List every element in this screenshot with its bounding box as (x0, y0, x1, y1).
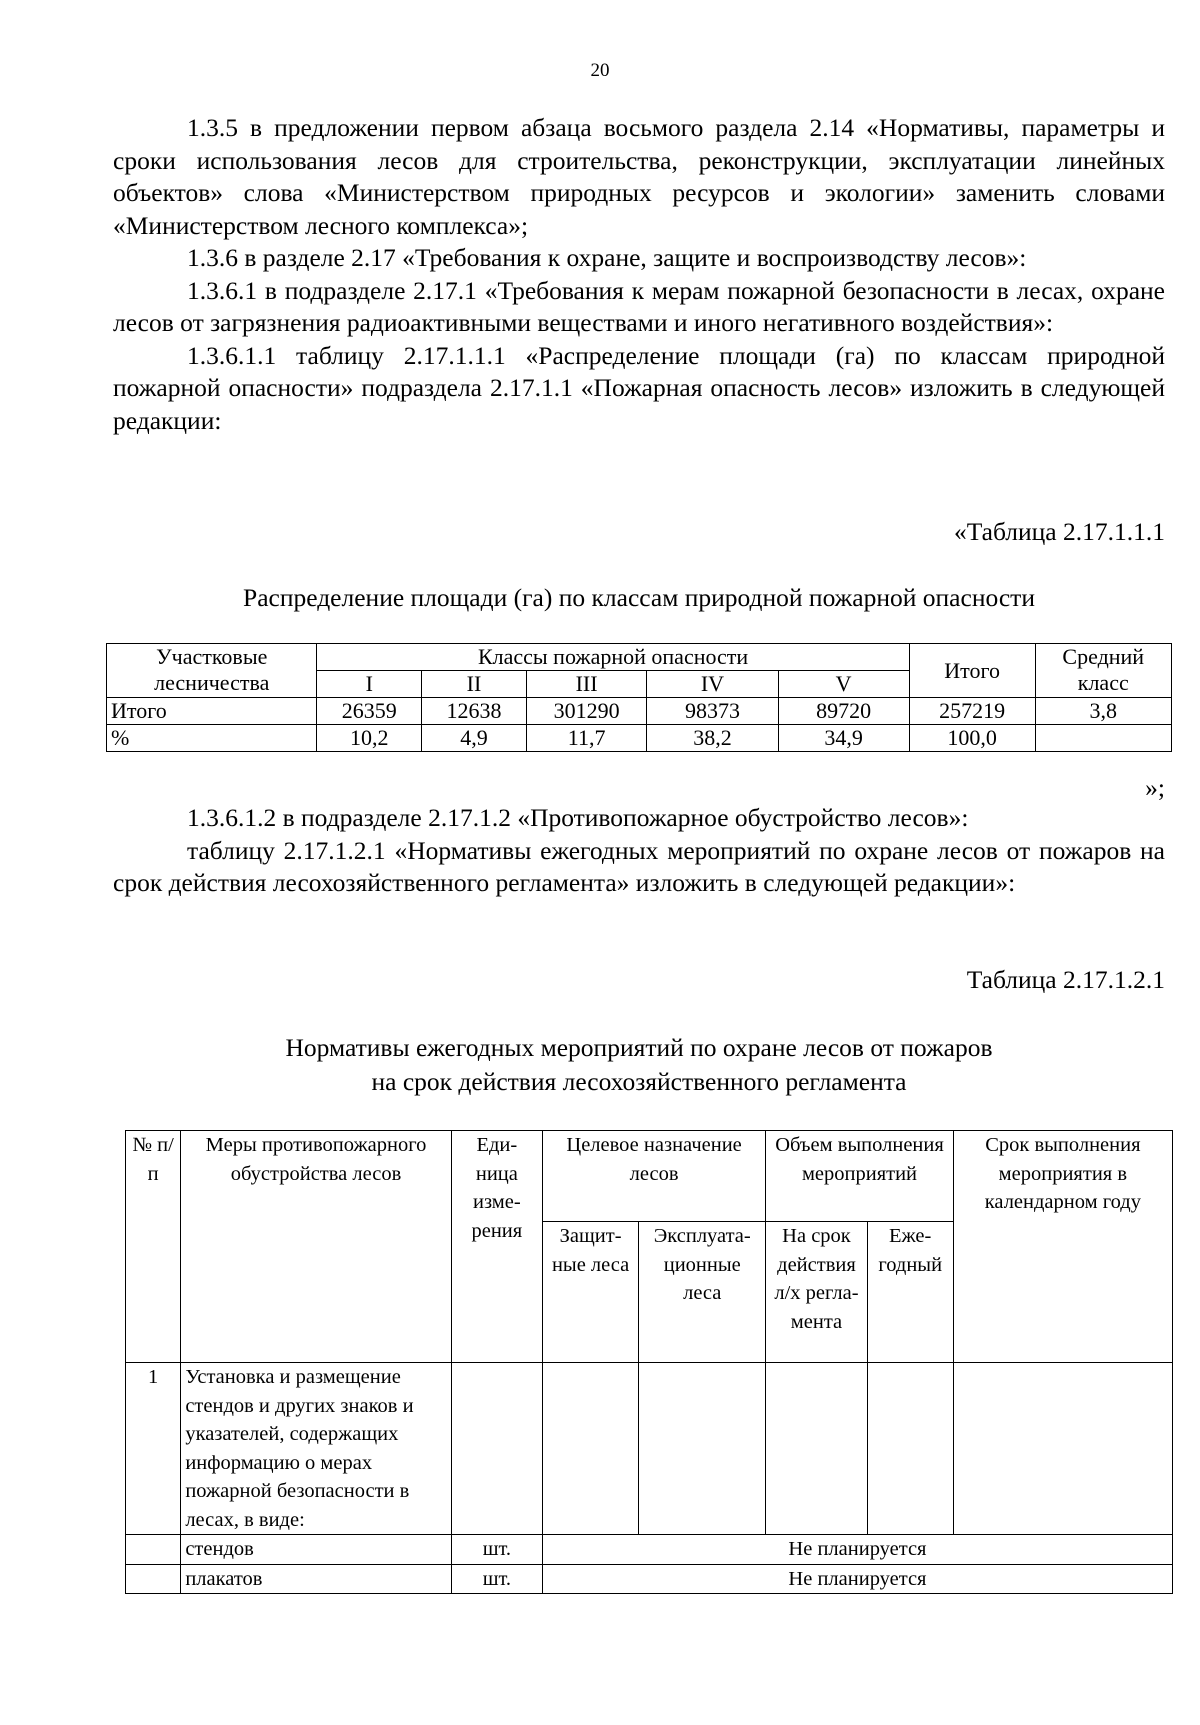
cell-value: 12638 (422, 698, 527, 725)
class-iv: IV (647, 671, 778, 698)
empty-cell (867, 1363, 953, 1535)
header-district: Участковые лесничества (107, 644, 317, 698)
row-label: Итого (107, 698, 317, 725)
row-note: Не планируется (542, 1535, 1172, 1565)
cell-total: 100,0 (909, 725, 1035, 752)
table2-title-line1: Нормативы ежегодных мероприятий по охране лесов от пожаров (285, 1033, 993, 1062)
row-measure: плакатов (181, 1564, 451, 1594)
row-label: % (107, 725, 317, 752)
cell-value: 26359 (317, 698, 422, 725)
cell-value: 301290 (526, 698, 647, 725)
empty-cell (639, 1363, 766, 1535)
header-measures: Меры противопожарного обустройства лесов (181, 1131, 451, 1363)
paragraph-1-3-6-1-2: 1.3.6.1.2 в подразделе 2.17.1.2 «Противопожарное обустройство лесов»: (187, 803, 969, 832)
table-row (126, 1535, 1173, 1565)
paragraph-1-3-6-1-1: 1.3.6.1.1 таблицу 2.17.1.1.1 «Распределение площади (га) по классам природной пожарной опасности» подраздела 2.17.1.1 «Пожарная опасность лесов» изложить в следующей редакции: (113, 340, 1165, 435)
header-volume: Объем выполнения мероприятий (766, 1131, 953, 1222)
header-regulation-period: На срок действия л/х регла-мента (766, 1222, 867, 1363)
table-row (107, 698, 1172, 725)
cell-total: 257219 (909, 698, 1035, 725)
header-number: № п/п (126, 1131, 181, 1363)
cell-value: 11,7 (526, 725, 647, 752)
row-unit: шт. (451, 1564, 542, 1594)
empty-cell (126, 1564, 181, 1594)
table1-closing-quote: »; (1145, 773, 1165, 802)
header-exploitation-forests: Эксплуата-ционные леса (639, 1222, 766, 1363)
text-block-1 (113, 112, 1165, 437)
paragraph-table-2-17-1-2-1: таблицу 2.17.1.2.1 «Нормативы ежегодных мероприятий по охране лесов от пожаров на срок действия лесохозяйственного регламента» изложить в следующей редакции»: (113, 835, 1165, 897)
empty-cell (953, 1363, 1172, 1535)
class-v: V (778, 671, 909, 698)
header-avg-class: Средний класс (1035, 644, 1171, 698)
empty-cell (766, 1363, 867, 1535)
cell-avg (1035, 725, 1171, 752)
header-protective-forests: Защит-ные леса (542, 1222, 638, 1363)
paragraph-1-3-6: 1.3.6 в разделе 2.17 «Требования к охране, защите и воспроизводству лесов»: (187, 243, 1027, 272)
table2-title-line2: на срок действия лесохозяйственного регламента (371, 1067, 907, 1096)
fire-prevention-measures-table (125, 1130, 1173, 1594)
row-note: Не планируется (542, 1564, 1172, 1594)
class-ii: II (422, 671, 527, 698)
header-total: Итого (909, 644, 1035, 698)
header-annual: Еже-годный (867, 1222, 953, 1363)
cell-value: 38,2 (647, 725, 778, 752)
cell-value: 34,9 (778, 725, 909, 752)
page-number: 20 (590, 60, 610, 81)
class-i: I (317, 671, 422, 698)
text-block-2 (113, 802, 1165, 900)
row-number: 1 (126, 1363, 181, 1535)
empty-cell (451, 1363, 542, 1535)
header-unit: Еди-ница изме-рения (451, 1131, 542, 1363)
row-measure: Установка и размещение стендов и других знаков и указателей, содержащих информацию о мерах пожарной безопасности в лесах, в виде: (181, 1363, 451, 1535)
header-purpose: Целевое назначение лесов (542, 1131, 765, 1222)
cell-value: 10,2 (317, 725, 422, 752)
paragraph-1-3-6-1: 1.3.6.1 в подразделе 2.17.1 «Требования к мерам пожарной безопасности в лесах, охране лесов от загрязнения радиоактивными веществами и иного негативного воздействия»: (113, 275, 1165, 337)
cell-value: 4,9 (422, 725, 527, 752)
table1-title: Распределение площади (га) по классам природной пожарной опасности (243, 583, 1035, 612)
empty-cell (542, 1363, 638, 1535)
row-measure: стендов (181, 1535, 451, 1565)
table2-label: Таблица 2.17.1.2.1 (966, 965, 1165, 994)
table-row (126, 1363, 1173, 1535)
cell-value: 89720 (778, 698, 909, 725)
header-deadline: Срок выполнения мероприятия в календарном году (953, 1131, 1172, 1363)
cell-avg: 3,8 (1035, 698, 1171, 725)
cell-value: 98373 (647, 698, 778, 725)
table-row (107, 725, 1172, 752)
paragraph-1-3-5: 1.3.5 в предложении первом абзаца восьмого раздела 2.14 «Нормативы, параметры и сроки использования лесов для строительства, реконструкции, эксплуатации линейных объектов» слова «Министерством природных ресурсов и экологии» заменить словами «Министерством лесного комплекса»; (113, 113, 1165, 240)
table1-label: «Таблица 2.17.1.1.1 (953, 517, 1165, 546)
table-row (126, 1564, 1173, 1594)
fire-danger-class-table (106, 643, 1172, 752)
header-classes: Классы пожарной опасности (317, 644, 909, 671)
empty-cell (126, 1535, 181, 1565)
row-unit: шт. (451, 1535, 542, 1565)
class-iii: III (526, 671, 647, 698)
